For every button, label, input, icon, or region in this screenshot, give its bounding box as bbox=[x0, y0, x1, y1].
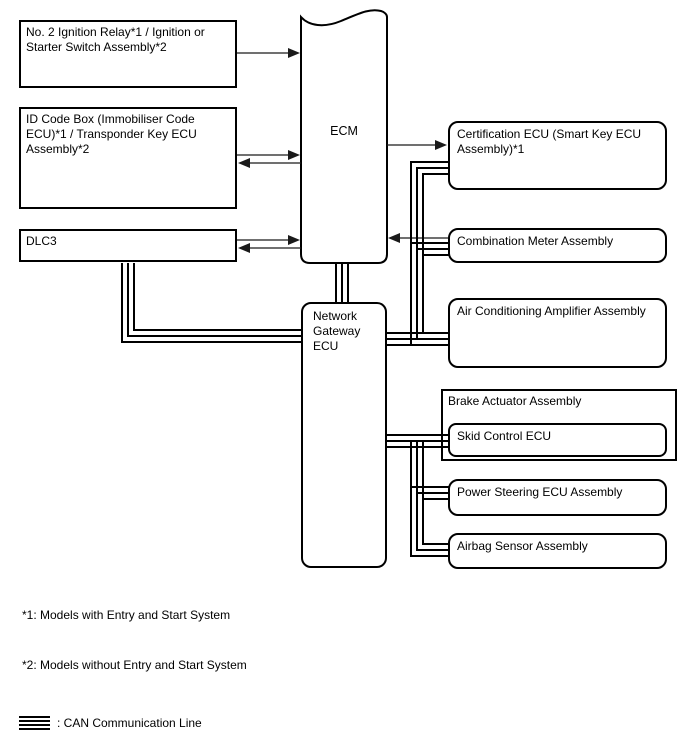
node-network-gateway bbox=[301, 302, 387, 568]
node-ecm-label: ECM bbox=[330, 124, 358, 138]
node-ignition-relay bbox=[19, 20, 237, 88]
node-power-steering-label: Power Steering ECU Assembly bbox=[457, 485, 623, 499]
node-airbag-sensor-label: Airbag Sensor Assembly bbox=[457, 539, 588, 553]
node-dlc3-label: DLC3 bbox=[26, 234, 57, 248]
node-airbag-sensor bbox=[448, 533, 667, 569]
node-network-gateway-label: Network Gateway ECU bbox=[313, 309, 361, 353]
node-skid-control bbox=[448, 423, 667, 457]
node-dlc3 bbox=[19, 229, 237, 262]
can-line-dlc3-to-gateway bbox=[122, 263, 301, 342]
can-line-icon bbox=[19, 716, 50, 730]
node-air-conditioning bbox=[448, 298, 667, 368]
node-certification-ecu-label: Certification ECU (Smart Key ECU Assembly)*1 bbox=[457, 127, 642, 156]
node-certification-ecu bbox=[448, 121, 667, 190]
legend-can-label: : CAN Communication Line bbox=[57, 716, 202, 730]
node-ignition-relay-label: No. 2 Ignition Relay*1 / Ignition or Starter Switch Assembly*2 bbox=[26, 25, 205, 54]
can-line-ecm-to-gateway bbox=[336, 263, 348, 303]
node-combination-meter bbox=[448, 228, 667, 263]
node-air-conditioning-label: Air Conditioning Amplifier Assembly bbox=[457, 304, 646, 318]
legend bbox=[19, 716, 202, 730]
node-combination-meter-label: Combination Meter Assembly bbox=[457, 234, 614, 248]
footnote-2: *2: Models without Entry and Start System bbox=[22, 658, 247, 672]
node-skid-control-label: Skid Control ECU bbox=[457, 429, 552, 443]
can-line-trunk-to-certification bbox=[411, 162, 449, 345]
node-brake-actuator-label: Brake Actuator Assembly bbox=[448, 394, 582, 408]
node-power-steering bbox=[448, 479, 667, 516]
node-id-code-box bbox=[19, 107, 237, 209]
footnote-1: *1: Models with Entry and Start System bbox=[22, 608, 231, 622]
node-id-code-box-label: ID Code Box (Immobiliser Code ECU)*1 / Transponder Key ECU Assembly*2 bbox=[26, 112, 197, 156]
